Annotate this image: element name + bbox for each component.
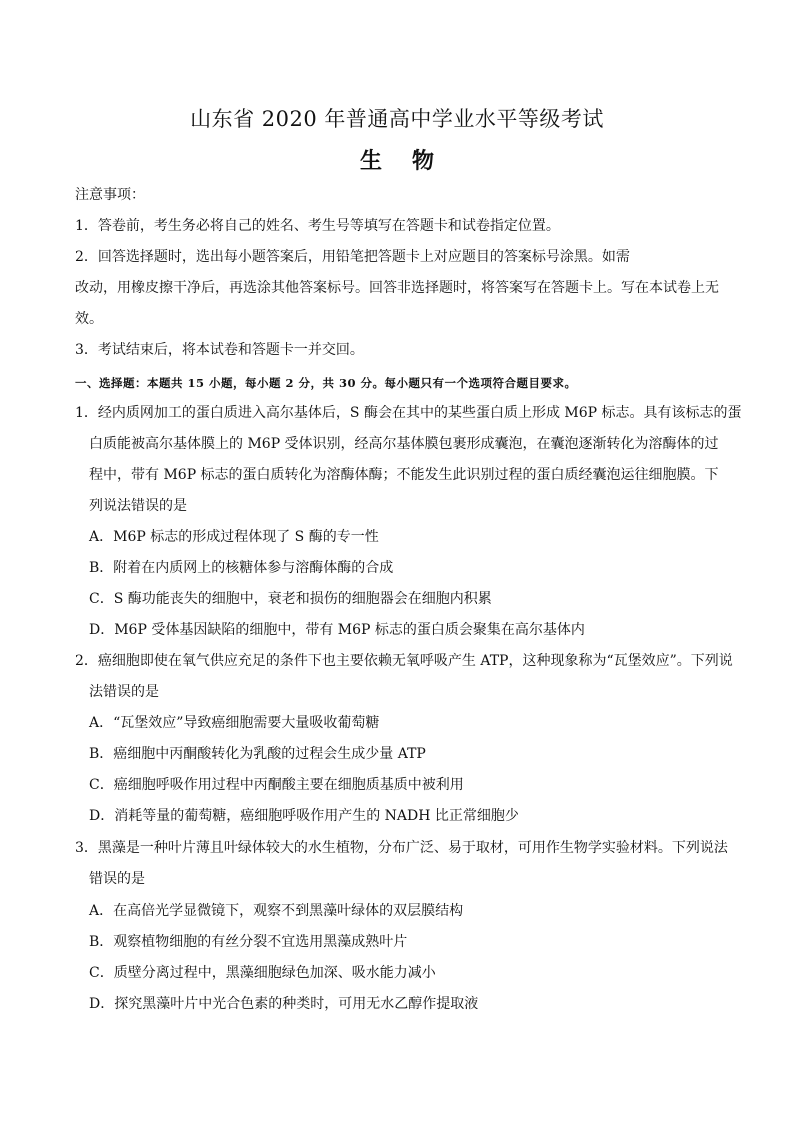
- q2-option-c: C．癌细胞呼吸作用过程中丙酮酸主要在细胞质基质中被利用: [89, 777, 464, 793]
- q1-option-d: D．M6P 受体基因缺陷的细胞中，带有 M6P 标志的蛋白质会聚集在高尔基体内: [89, 622, 585, 638]
- q2-stem-line-1: 2．癌细胞即使在氧气供应充足的条件下也主要依赖无氧呼吸产生 ATP，这种现象称为“瓦堡效应”。下列说: [75, 653, 733, 669]
- notice-item-2-line-2: 改动，用橡皮擦干净后，再选涂其他答案标号。回答非选择题时，将答案写在答题卡上。写在本试卷上无: [75, 280, 719, 296]
- q1-stem-line-2: 白质能被高尔基体膜上的 M6P 受体识别，经高尔基体膜包裹形成囊泡，在囊泡逐渐转化为溶酶体的过: [89, 436, 719, 452]
- q1-option-b: B．附着在内质网上的核糖体参与溶酶体酶的合成: [89, 560, 394, 576]
- exam-title: 山东省 2020 年普通高中学业水平等级考试: [190, 107, 604, 131]
- q2-option-a: A．“瓦堡效应”导致癌细胞需要大量吸收葡萄糖: [89, 715, 380, 731]
- q3-option-c: C．质壁分离过程中，黑藻细胞绿色加深、吸水能力减小: [89, 965, 436, 981]
- q3-stem-line-1: 3．黑藻是一种叶片薄且叶绿体较大的水生植物，分布广泛、易于取材，可用作生物学实验材料。下列说法: [75, 840, 728, 856]
- section-heading: 一、选择题：本题共 15 小题，每小题 2 分，共 30 分。每小题只有一个选项符合题目要求。: [75, 376, 577, 390]
- q3-stem-line-2: 错误的是: [89, 871, 145, 887]
- notice-item-2-line-3: 效。: [75, 311, 103, 327]
- q1-option-c: C．S 酶功能丧失的细胞中，衰老和损伤的细胞器会在细胞内积累: [89, 591, 492, 607]
- notice-item-3: 3．考试结束后，将本试卷和答题卡一并交回。: [75, 342, 364, 358]
- notice-item-1: 1．答卷前，考生务必将自己的姓名、考生号等填写在答题卡和试卷指定位置。: [75, 218, 560, 234]
- notice-heading: 注意事项：: [75, 187, 145, 203]
- q1-stem-line-3: 程中，带有 M6P 标志的蛋白质转化为溶酶体酶；不能发生此识别过程的蛋白质经囊泡运往细胞膜。下: [89, 467, 719, 483]
- q2-option-b: B．癌细胞中丙酮酸转化为乳酸的过程会生成少量 ATP: [89, 746, 426, 762]
- q3-option-a: A．在高倍光学显微镜下，观察不到黑藻叶绿体的双层膜结构: [89, 903, 464, 919]
- q2-stem-line-2: 法错误的是: [89, 684, 159, 700]
- q2-option-d: D．消耗等量的葡萄糖，癌细胞呼吸作用产生的 NADH 比正常细胞少: [89, 808, 519, 824]
- notice-item-2-line-1: 2．回答选择题时，选出每小题答案后，用铅笔把答题卡上对应题目的答案标号涂黑。如需: [75, 249, 630, 265]
- subject-title: 生物: [359, 148, 464, 174]
- q1-option-a: A．M6P 标志的形成过程体现了 S 酶的专一性: [89, 529, 379, 545]
- q1-stem-line-4: 列说法错误的是: [89, 498, 187, 514]
- q3-option-d: D．探究黑藻叶片中光合色素的种类时，可用无水乙醇作提取液: [89, 996, 479, 1012]
- q3-option-b: B．观察植物细胞的有丝分裂不宜选用黑藻成熟叶片: [89, 934, 408, 950]
- q1-stem-line-1: 1．经内质网加工的蛋白质进入高尔基体后，S 酶会在其中的某些蛋白质上形成 M6P 标志。具有该标志的蛋: [75, 405, 742, 421]
